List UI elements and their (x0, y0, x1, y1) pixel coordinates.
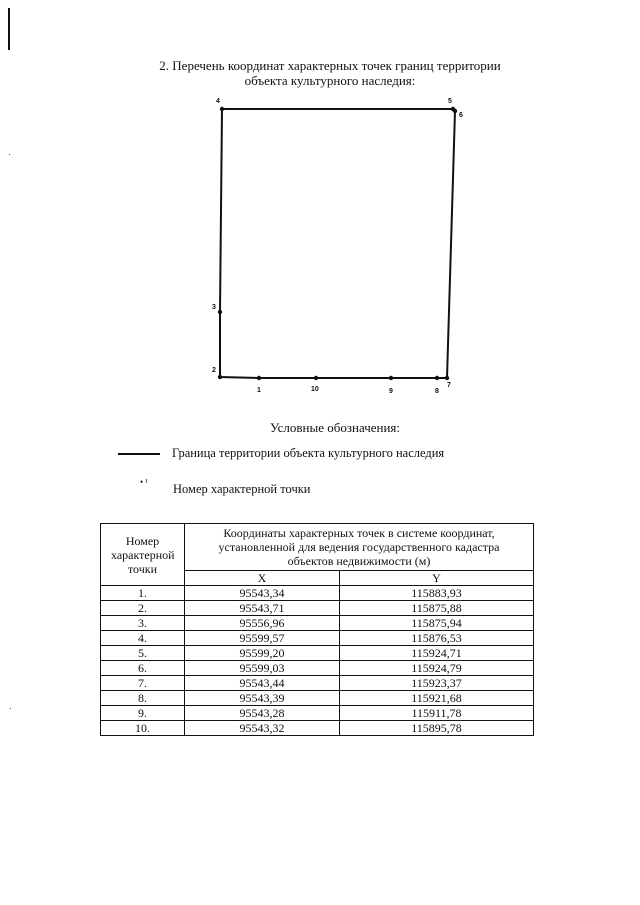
table-row (101, 661, 534, 676)
point-label-6: 6 (459, 112, 463, 119)
point-number-cell: 9. (101, 706, 185, 721)
boundary-plan (0, 0, 640, 420)
y-coordinate-cell: 115924,79 (340, 661, 534, 676)
boundary-point-2 (218, 375, 222, 379)
coordinates-table (100, 523, 534, 736)
y-coordinate-cell: 115911,78 (340, 706, 534, 721)
point-number-cell: 7. (101, 676, 185, 691)
scan-speck (10, 708, 11, 709)
boundary-point-9 (389, 376, 393, 380)
y-coordinate-cell: 115875,94 (340, 616, 534, 631)
point-label-10: 10 (311, 386, 319, 393)
x-coordinate-cell: 95543,34 (185, 586, 340, 601)
table-row (101, 601, 534, 616)
point-number-cell: 1. (101, 586, 185, 601)
table-row (101, 691, 534, 706)
legend-title: Условные обозначения: (269, 420, 401, 435)
x-coordinate-cell: 95543,44 (185, 676, 340, 691)
table-row (101, 616, 534, 631)
table-row (101, 676, 534, 691)
x-coordinate-cell: 95543,32 (185, 721, 340, 736)
point-number-cell: 8. (101, 691, 185, 706)
x-coordinate-cell: 95599,03 (185, 661, 340, 676)
legend-boundary-label: Граница территории объекта культурного наследия (172, 446, 445, 460)
y-coordinate-cell: 115921,68 (340, 691, 534, 706)
point-number-cell: 10. (101, 721, 185, 736)
point-label-7: 7 (447, 382, 451, 389)
point-number-cell: 6. (101, 661, 185, 676)
y-coordinate-cell: 115924,71 (340, 646, 534, 661)
point-label-2: 2 (212, 367, 216, 374)
x-coordinate-cell: 95556,96 (185, 616, 340, 631)
point-number-cell: 4. (101, 631, 185, 646)
point-label-4: 4 (216, 98, 220, 105)
point-label-3: 3 (212, 304, 216, 311)
point-label-1: 1 (257, 387, 261, 394)
table-row (101, 706, 534, 721)
x-coordinate-cell: 95599,20 (185, 646, 340, 661)
header-point-number: Номер характерной точки (101, 524, 185, 586)
y-coordinate-cell: 115876,53 (340, 631, 534, 646)
legend-point-symbol: • ¹ (140, 477, 149, 487)
y-coordinate-cell: 115923,37 (340, 676, 534, 691)
point-label-5: 5 (448, 98, 452, 105)
boundary-point-4 (220, 107, 224, 111)
header-y: Y (340, 571, 534, 586)
table-row (101, 631, 534, 646)
header-x: X (185, 571, 340, 586)
boundary-point-6 (453, 109, 457, 113)
legend-boundary-line-sample (118, 453, 160, 455)
header-coordinates: Координаты характерных точек в системе координат, установленной для ведения государственного кадастра объектов недвижимости (м) (185, 524, 534, 571)
boundary-point-7 (445, 376, 449, 380)
x-coordinate-cell: 95599,57 (185, 631, 340, 646)
boundary-point-10 (314, 376, 318, 380)
x-coordinate-cell: 95543,71 (185, 601, 340, 616)
boundary-line (220, 109, 455, 378)
point-label-9: 9 (389, 388, 393, 395)
boundary-point-1 (257, 376, 261, 380)
x-coordinate-cell: 95543,39 (185, 691, 340, 706)
point-label-8: 8 (435, 388, 439, 395)
table-row (101, 721, 534, 736)
boundary-point-3 (218, 310, 222, 314)
point-number-cell: 2. (101, 601, 185, 616)
y-coordinate-cell: 115895,78 (340, 721, 534, 736)
table-row (101, 586, 534, 601)
boundary-point-8 (435, 376, 439, 380)
point-number-cell: 3. (101, 616, 185, 631)
point-number-cell: 5. (101, 646, 185, 661)
table-row (101, 646, 534, 661)
heading-line-2: объекта культурного наследия: (244, 73, 416, 88)
y-coordinate-cell: 115883,93 (340, 586, 534, 601)
x-coordinate-cell: 95543,28 (185, 706, 340, 721)
y-coordinate-cell: 115875,88 (340, 601, 534, 616)
heading-line-1: 2. Перечень координат характерных точек границ территории (159, 58, 501, 73)
legend-point-label: Номер характерной точки (173, 482, 311, 496)
